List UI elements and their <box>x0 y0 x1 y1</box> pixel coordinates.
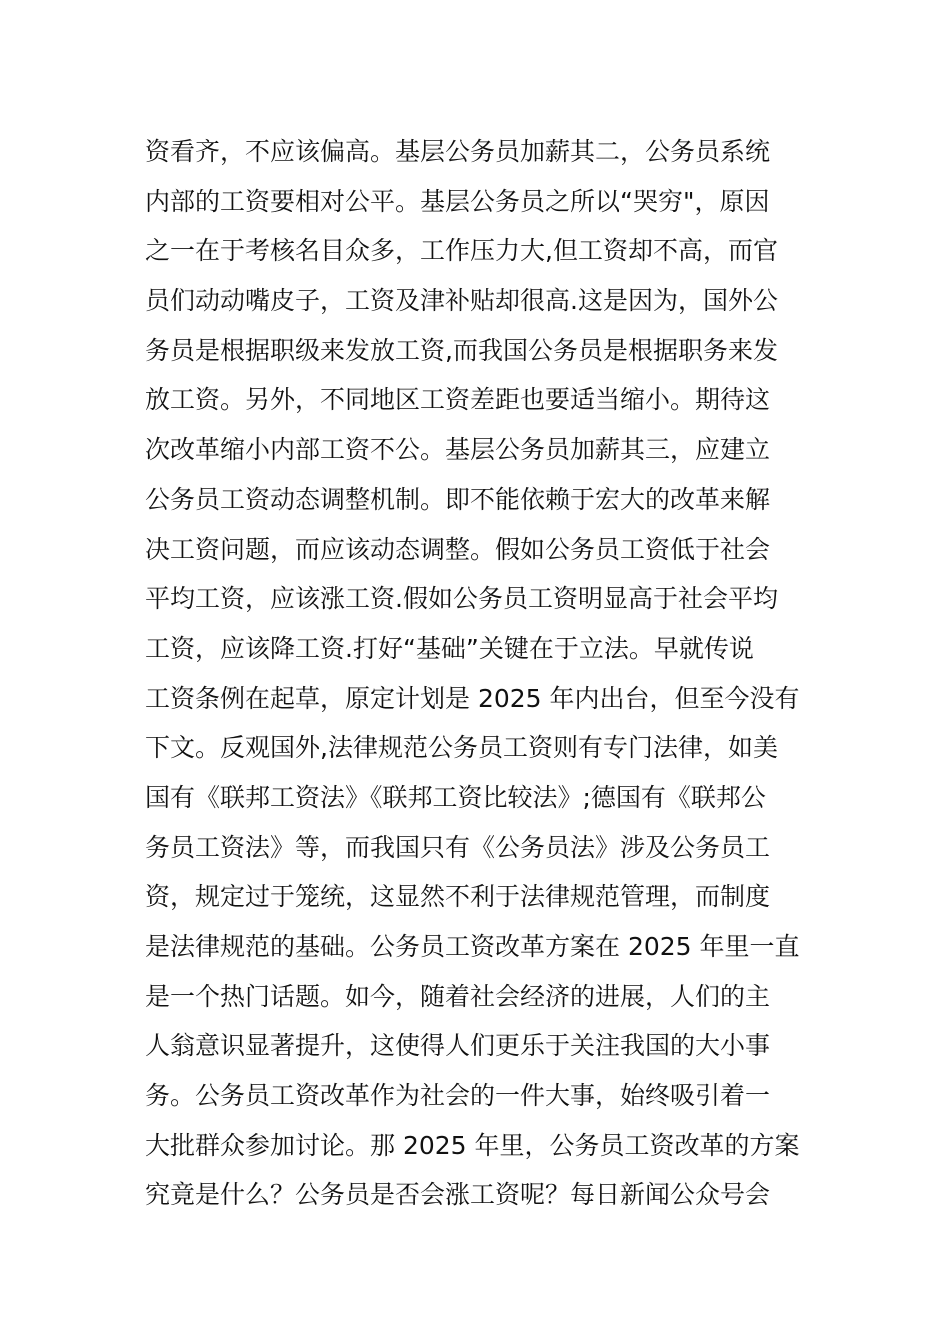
body-text <box>145 127 825 1220</box>
text-line: 资看齐，不应该偏高。基层公务员加薪其二，公务员系统 <box>145 137 771 166</box>
text-line: 内部的工资要相对公平。基层公务员之所以“哭穷"，原因 <box>145 186 770 216</box>
text-line: 是一个热门话题。如今，随着社会经济的进展，人们的主 <box>145 981 771 1011</box>
text-line: 放工资。另外，不同地区工资差距也要适当缩小。期待这 <box>145 385 771 415</box>
text-line: 之一在于考核名目众多，工作压力大,但工资却不高，而官 <box>145 236 778 266</box>
text-line: 务员是根据职级来发放工资,而我国公务员是根据职务来发 <box>145 335 778 365</box>
text-line: 国有《联邦工资法》《联邦工资比较法》;德国有《联邦公 <box>145 782 766 812</box>
text-line: 决工资问题，而应该动态调整。假如公务员工资低于社会 <box>145 534 771 564</box>
text-line: 平均工资，应该涨工资.假如公务员工资明显高于社会平均 <box>145 584 778 614</box>
text-line: 究竟是什么？公务员是否会涨工资呢？每日新闻公众号会 <box>145 1180 771 1210</box>
text-line: 公务员工资动态调整机制。即不能依赖于宏大的改革来解 <box>145 484 771 514</box>
text-line: 务。公务员工资改革作为社会的一件大事，始终吸引着一 <box>145 1081 771 1111</box>
text-line: 员们动动嘴皮子，工资及津补贴却很高.这是因为，国外公 <box>145 286 778 316</box>
text-line: 资，规定过于笼统，这显然不利于法律规范管理，而制度 <box>145 882 771 912</box>
text-line: 务员工资法》等，而我国只有《公务员法》涉及公务员工 <box>145 832 771 862</box>
text-line: 次改革缩小内部工资不公。基层公务员加薪其三，应建立 <box>145 435 771 465</box>
text-line: 人翁意识显著提升，这使得人们更乐于关注我国的大小事 <box>145 1031 771 1061</box>
text-line: 工资，应该降工资.打好“基础”关键在于立法。早就传说 <box>145 633 754 663</box>
text-line: 工资条例在起草，原定计划是 2025 年内出台，但至今没有 <box>145 683 800 713</box>
text-line: 大批群众参加讨论。那 2025 年里，公务员工资改革的方案 <box>145 1130 800 1160</box>
text-line: 下文。反观国外,法律规范公务员工资则有专门法律，如美 <box>145 733 778 763</box>
text-line: 是法律规范的基础。公务员工资改革方案在 2025 年里一直 <box>145 932 800 961</box>
